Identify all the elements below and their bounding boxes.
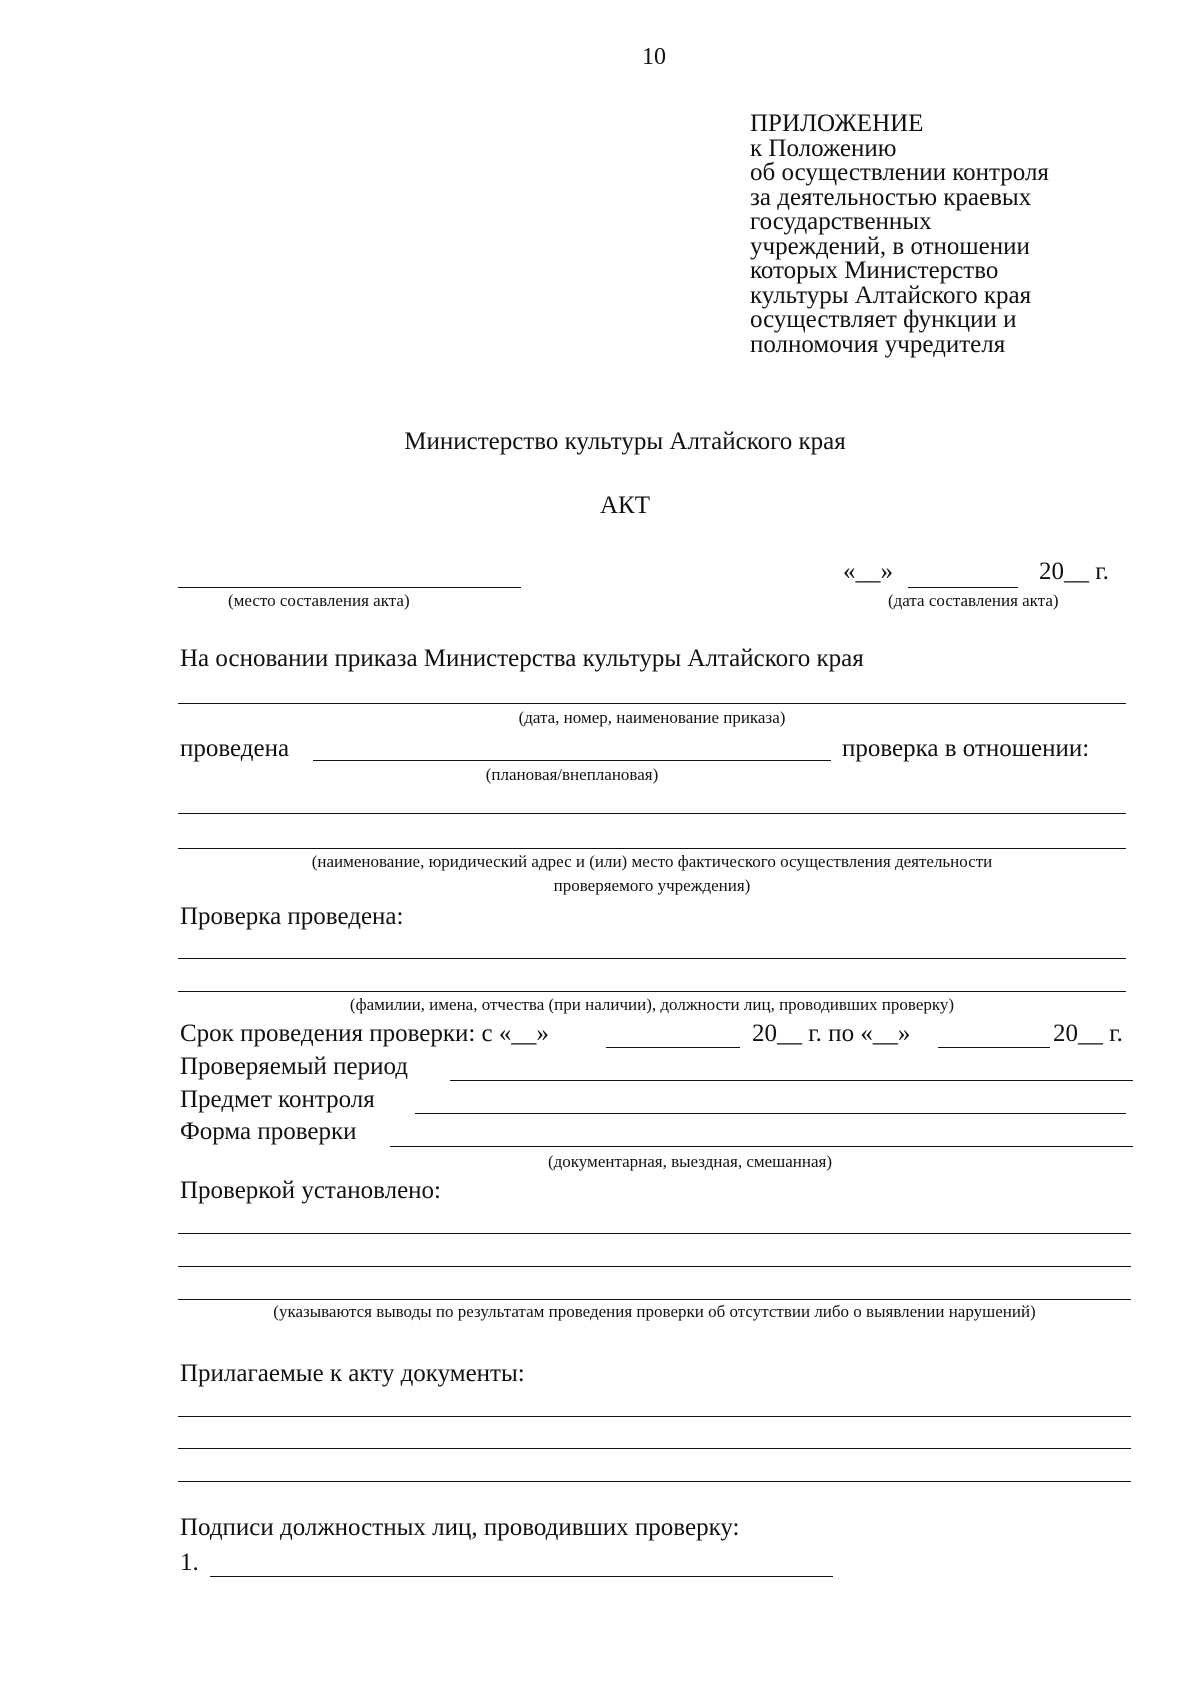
term-end: 20__ г. bbox=[1053, 1020, 1123, 1047]
appendix-line: учреждений, в отношении bbox=[750, 232, 1030, 260]
attachments-field-2[interactable] bbox=[178, 1448, 1131, 1449]
appendix-line: осуществляет функции и bbox=[750, 306, 1017, 333]
findings-field-2[interactable] bbox=[178, 1266, 1131, 1267]
findings-field-3[interactable] bbox=[178, 1299, 1131, 1300]
institution-field-2[interactable] bbox=[178, 848, 1126, 849]
appendix-line: к Положению bbox=[750, 134, 897, 162]
attachments-field-3[interactable] bbox=[178, 1481, 1131, 1482]
term-from-month-field[interactable] bbox=[606, 1047, 740, 1048]
attachments-field-1[interactable] bbox=[178, 1416, 1131, 1417]
date-month-field[interactable] bbox=[908, 587, 1018, 588]
period-label: Проверяемый период bbox=[180, 1053, 409, 1080]
basis-text: На основании приказа Министерства культуры Алтайского края bbox=[180, 645, 864, 672]
subject-field[interactable] bbox=[415, 1113, 1126, 1114]
inspectors-label: Проверка проведена: bbox=[180, 903, 404, 930]
form-label: Форма проверки bbox=[180, 1118, 357, 1145]
subject-label: Предмет контроля bbox=[180, 1086, 375, 1113]
attachments-label: Прилагаемые к акту документы: bbox=[180, 1360, 525, 1387]
appendix-line: государственных bbox=[750, 208, 932, 235]
term-to-month-field[interactable] bbox=[938, 1047, 1050, 1048]
signature-item-number: 1. bbox=[180, 1549, 199, 1576]
conducted-label: проведена bbox=[180, 735, 290, 762]
place-field[interactable] bbox=[178, 587, 521, 588]
term-label: Срок проведения проверки: с «__» bbox=[180, 1020, 549, 1047]
appendix-line: за деятельностью краевых bbox=[750, 183, 1032, 211]
check-type-caption: (плановая/внеплановая) bbox=[485, 765, 659, 784]
order-caption: (дата, номер, наименование приказа) bbox=[518, 708, 786, 727]
findings-label: Проверкой установлено: bbox=[180, 1177, 441, 1204]
date-year: 20__ г. bbox=[1039, 558, 1109, 585]
period-field[interactable] bbox=[450, 1080, 1133, 1081]
ministry-title: Министерство культуры Алтайского края bbox=[404, 428, 846, 455]
form-caption: (документарная, выездная, смешанная) bbox=[547, 1152, 833, 1171]
place-caption: (место составления акта) bbox=[228, 591, 410, 610]
institution-caption-1: (наименование, юридический адрес и (или) место фактического осуществления деятельности bbox=[311, 852, 993, 871]
findings-field-1[interactable] bbox=[178, 1233, 1131, 1234]
institution-caption-2: проверяемого учреждения) bbox=[553, 876, 751, 895]
date-day: «__» bbox=[843, 558, 893, 585]
institution-field-1[interactable] bbox=[178, 813, 1126, 814]
inspectors-field-2[interactable] bbox=[178, 991, 1126, 992]
findings-caption: (указываются выводы по результатам проведения проверки об отсутствии либо о выявлении нарушений) bbox=[273, 1302, 1036, 1321]
conducted-right: проверка в отношении: bbox=[842, 735, 1090, 762]
check-type-field[interactable] bbox=[313, 760, 831, 761]
inspectors-caption: (фамилии, имена, отчества (при наличии), должности лиц, проводивших проверку) bbox=[349, 995, 955, 1014]
appendix-line: которых Министерство bbox=[750, 257, 999, 284]
signature-field-1[interactable] bbox=[210, 1576, 833, 1577]
signatures-label: Подписи должностных лиц, проводивших проверку: bbox=[180, 1514, 740, 1541]
form-field[interactable] bbox=[390, 1146, 1133, 1147]
act-title: АКТ bbox=[600, 492, 650, 519]
appendix-block bbox=[750, 112, 1150, 357]
date-caption: (дата составления акта) bbox=[888, 591, 1059, 610]
page-number: 10 bbox=[642, 44, 666, 70]
appendix-line: полномочия учредителя bbox=[750, 330, 1006, 358]
appendix-title: ПРИЛОЖЕНИЕ bbox=[750, 110, 924, 137]
inspectors-field-1[interactable] bbox=[178, 958, 1126, 959]
appendix-line: об осуществлении контроля bbox=[750, 159, 1049, 186]
appendix-line: культуры Алтайского края bbox=[750, 281, 1032, 309]
term-mid: 20__ г. по «__» bbox=[752, 1020, 911, 1047]
order-field[interactable] bbox=[178, 703, 1126, 704]
